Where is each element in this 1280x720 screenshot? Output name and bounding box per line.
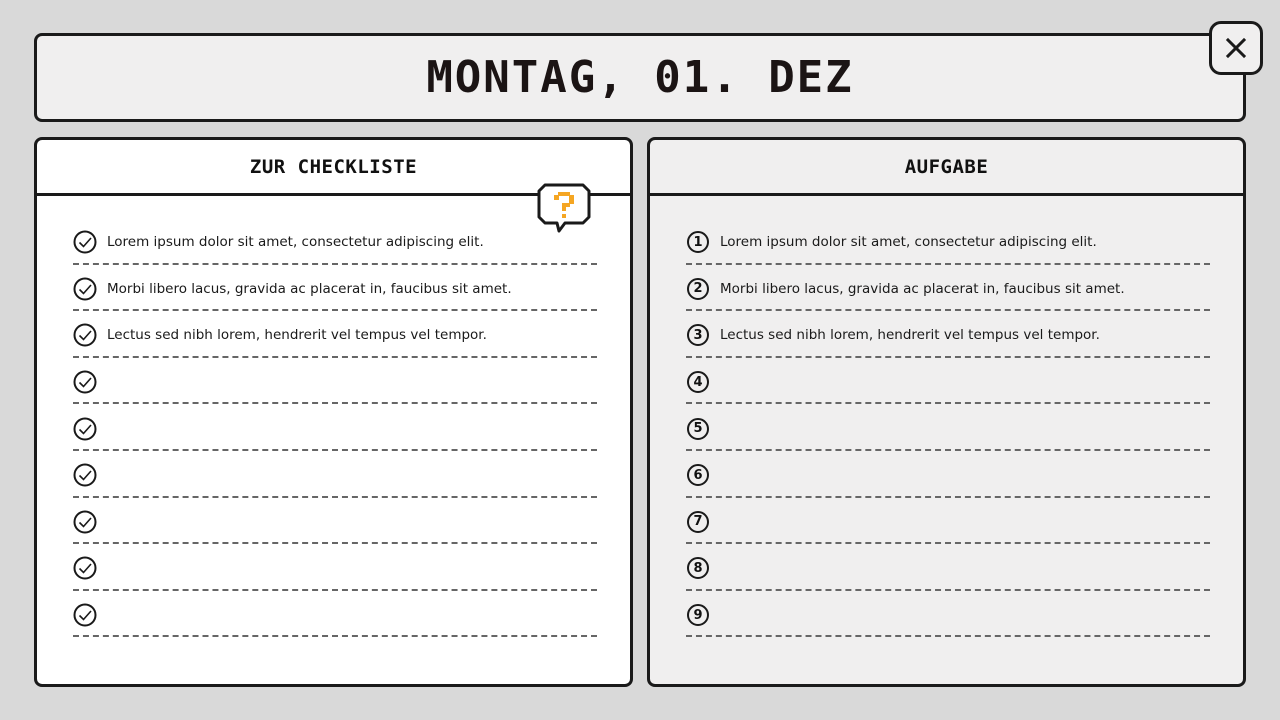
number-circle-icon (686, 230, 710, 254)
close-icon (1225, 37, 1247, 59)
number-circle-icon (686, 556, 710, 580)
task-row[interactable] (686, 498, 1210, 545)
task-number: 1 (687, 231, 709, 253)
checklist-row-text: Lectus sed nibh lorem, hendrerit vel tempus vel tempor. (107, 327, 487, 344)
task-row-text: Morbi libero lacus, gravida ac placerat in, faucibus sit amet. (720, 280, 1125, 297)
task-number: 8 (687, 557, 709, 579)
checkbox-check-icon[interactable] (73, 370, 97, 394)
number-circle-icon (686, 277, 710, 301)
task-row-text: Lorem ipsum dolor sit amet, consectetur adipiscing elit. (720, 234, 1097, 251)
checkbox-check-icon[interactable] (73, 230, 97, 254)
number-circle-icon (686, 510, 710, 534)
page-title: MONTAG, 01. DEZ (426, 52, 854, 103)
task-number: 3 (687, 324, 709, 346)
close-button[interactable] (1209, 21, 1263, 75)
task-row[interactable] (686, 358, 1210, 405)
number-circle-icon (686, 463, 710, 487)
task-number: 2 (687, 278, 709, 300)
task-title: AUFGABE (904, 155, 989, 178)
checklist-row-text: Morbi libero lacus, gravida ac placerat in, faucibus sit amet. (107, 280, 512, 297)
task-number: 6 (687, 464, 709, 486)
task-row[interactable] (686, 591, 1210, 638)
checklist-title: ZUR CHECKLISTE (249, 155, 418, 178)
task-row[interactable] (686, 451, 1210, 498)
task-number: 9 (687, 604, 709, 626)
question-mark-bubble-icon (537, 183, 591, 233)
checkbox-check-icon[interactable] (73, 603, 97, 627)
task-row[interactable] (686, 218, 1210, 265)
checklist-list (73, 218, 597, 637)
task-row[interactable] (686, 311, 1210, 358)
checklist-row-text: Lorem ipsum dolor sit amet, consectetur adipiscing elit. (107, 234, 484, 251)
task-row[interactable] (686, 544, 1210, 591)
checklist-row[interactable] (73, 265, 597, 312)
task-number: 5 (687, 418, 709, 440)
checklist-row[interactable] (73, 404, 597, 451)
checkbox-check-icon[interactable] (73, 417, 97, 441)
task-row-text: Lectus sed nibh lorem, hendrerit vel tempus vel tempor. (720, 327, 1100, 344)
checklist-row[interactable] (73, 498, 597, 545)
checklist-row[interactable] (73, 451, 597, 498)
number-circle-icon (686, 417, 710, 441)
checkbox-check-icon[interactable] (73, 323, 97, 347)
checkbox-check-icon[interactable] (73, 277, 97, 301)
task-number: 4 (687, 371, 709, 393)
task-list (686, 218, 1210, 637)
checklist-row[interactable] (73, 311, 597, 358)
help-button[interactable] (537, 183, 591, 233)
number-circle-icon (686, 323, 710, 347)
task-panel (647, 137, 1246, 687)
checklist-row[interactable] (73, 358, 597, 405)
checklist-row[interactable] (73, 218, 597, 265)
number-circle-icon (686, 603, 710, 627)
task-row[interactable] (686, 404, 1210, 451)
task-panel-header (650, 140, 1243, 196)
task-row[interactable] (686, 265, 1210, 312)
task-number: 7 (687, 511, 709, 533)
checkbox-check-icon[interactable] (73, 463, 97, 487)
checkbox-check-icon[interactable] (73, 510, 97, 534)
date-title-bar (34, 33, 1246, 122)
number-circle-icon (686, 370, 710, 394)
checkbox-check-icon[interactable] (73, 556, 97, 580)
checklist-row[interactable] (73, 591, 597, 638)
checklist-row[interactable] (73, 544, 597, 591)
